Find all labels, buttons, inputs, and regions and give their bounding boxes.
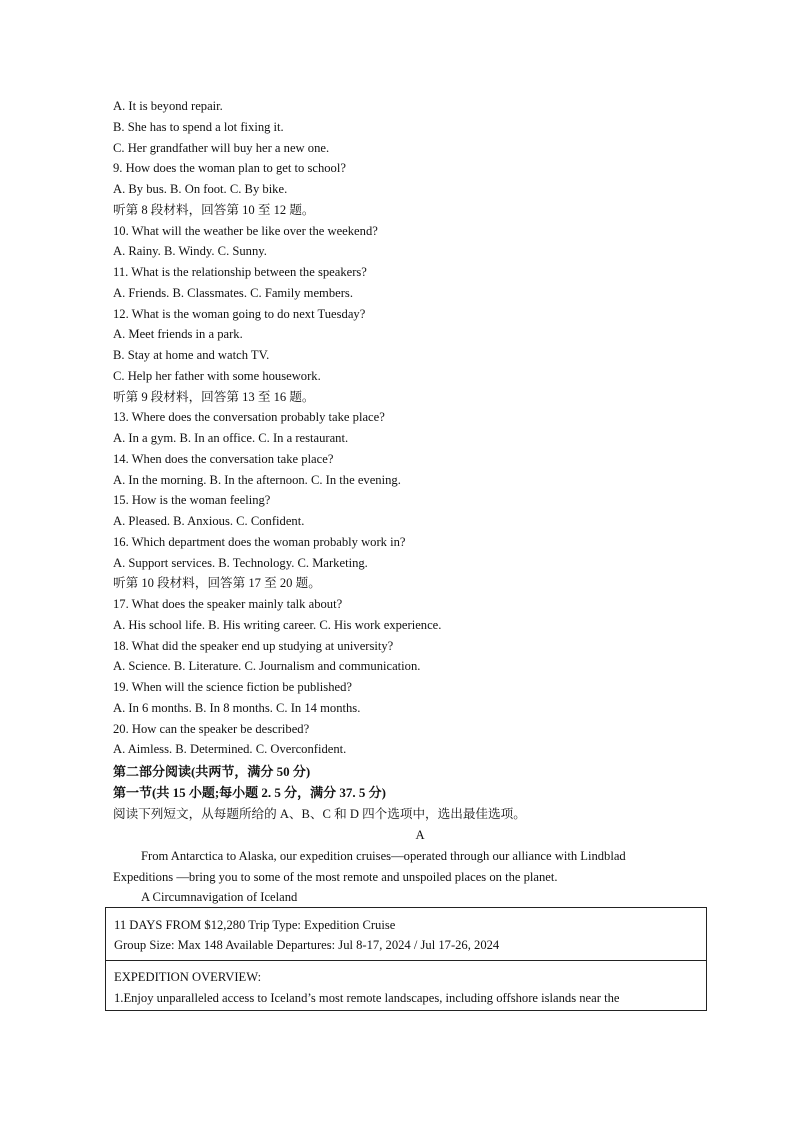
trip-info-row-3: EXPEDITION OVERVIEW: xyxy=(114,970,262,984)
text-line: A. Support services. B. Technology. C. Marketing. xyxy=(113,556,368,570)
trip-info-row-2: Group Size: Max 148 Available Departures: Jul 8-17, 2024 / Jul 17-26, 2024 xyxy=(114,938,500,952)
text-line: A. His school life. B. His writing career. C. His work experience. xyxy=(113,618,442,632)
text-line: 20. How can the speaker be described? xyxy=(113,722,310,736)
passage-line-1: From Antarctica to Alaska, our expedition cruises—operated through our alliance with Lindblad xyxy=(141,849,626,863)
text-line: 17. What does the speaker mainly talk about? xyxy=(113,597,343,611)
trip-info-row-1: 11 DAYS FROM $12,280 Trip Type: Expedition Cruise xyxy=(114,918,396,932)
text-line: A. In the morning. B. In the afternoon. C. In the evening. xyxy=(113,473,401,487)
text-line: A. Aimless. B. Determined. C. Overconfident. xyxy=(113,742,347,756)
text-line: A. Science. B. Literature. C. Journalism and communication. xyxy=(113,659,421,673)
text-line: A. Rainy. B. Windy. C. Sunny. xyxy=(113,244,267,258)
text-line: 16. Which department does the woman probably work in? xyxy=(113,535,406,549)
instructions: 阅读下列短文，从每题所给的 A、B、C 和 D 四个选项中，选出最佳选项。 xyxy=(113,807,526,821)
text-line: 11. What is the relationship between the speakers? xyxy=(113,265,367,279)
table-divider xyxy=(106,960,706,961)
text-line: B. She has to spend a lot fixing it. xyxy=(113,120,284,134)
text-line: 15. How is the woman feeling? xyxy=(113,493,271,507)
text-line: A. By bus. B. On foot. C. By bike. xyxy=(113,182,288,196)
text-line: 10. What will the weather be like over the weekend? xyxy=(113,224,378,238)
text-line: C. Help her father with some housework. xyxy=(113,369,321,383)
text-line: A. In a gym. B. In an office. C. In a restaurant. xyxy=(113,431,349,445)
text-line: A. Pleased. B. Anxious. C. Confident. xyxy=(113,514,305,528)
trip-info-row-4: 1.Enjoy unparalleled access to Iceland’s most remote landscapes, including offshore islands near the xyxy=(114,991,620,1005)
text-line: 19. When will the science fiction be published? xyxy=(113,680,352,694)
passage-letter: A xyxy=(415,828,425,842)
text-line: B. Stay at home and watch TV. xyxy=(113,348,270,362)
text-line: 18. What did the speaker end up studying at university? xyxy=(113,639,394,653)
passage-line-2: Expeditions —bring you to some of the most remote and unspoiled places on the planet. xyxy=(113,870,558,884)
passage-subtitle: A Circumnavigation of Iceland xyxy=(141,890,298,904)
text-line: 听第 10 段材料，回答第 17 至 20 题。 xyxy=(113,576,321,590)
text-line: 13. Where does the conversation probably take place? xyxy=(113,410,385,424)
section1-heading: 第一节(共 15 小题;每小题 2. 5 分，满分 37. 5 分) xyxy=(113,785,386,800)
text-line: A. It is beyond repair. xyxy=(113,99,223,113)
text-line: 听第 9 段材料，回答第 13 至 16 题。 xyxy=(113,390,315,404)
trip-info-table xyxy=(105,907,707,1011)
text-line: 12. What is the woman going to do next Tuesday? xyxy=(113,307,366,321)
text-line: A. Friends. B. Classmates. C. Family members. xyxy=(113,286,353,300)
text-line: 14. When does the conversation take place? xyxy=(113,452,334,466)
text-line: A. In 6 months. B. In 8 months. C. In 14 months. xyxy=(113,701,361,715)
text-line: 听第 8 段材料，回答第 10 至 12 题。 xyxy=(113,203,315,217)
text-line: C. Her grandfather will buy her a new one. xyxy=(113,141,330,155)
text-line: A. Meet friends in a park. xyxy=(113,327,243,341)
part2-heading: 第二部分阅读(共两节，满分 50 分) xyxy=(113,764,311,779)
text-line: 9. How does the woman plan to get to school? xyxy=(113,161,346,175)
